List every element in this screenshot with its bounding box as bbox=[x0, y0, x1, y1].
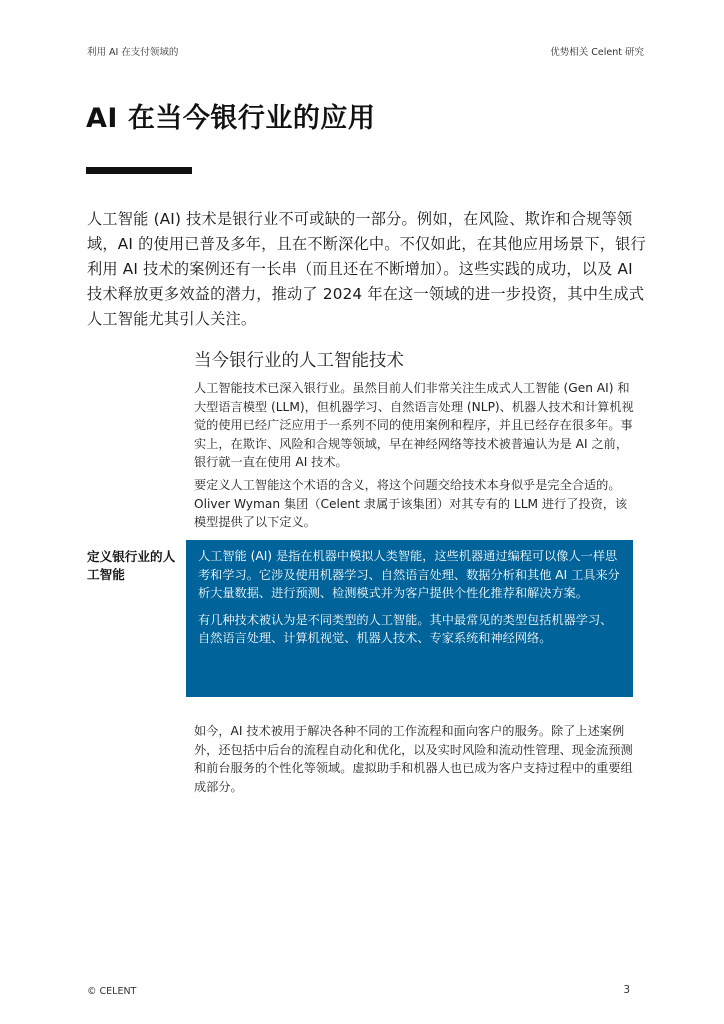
body-paragraph-1: 人工智能技术已深入银行业。虽然目前人们非常关注生成式人工智能 (Gen AI) 和大型语言模型 (LLM)，但机器学习、自然语言处理 (NLP)、机器人技术和计算机视觉的使用已经广泛应用于一系列不同的使用案例和程序，并且已经存在很多年。事实上，在欺诈、风险和合规等领域，早在神经网络等技术被普遍认为是 AI 之前，银行就一直在使用 AI 技术。 bbox=[194, 381, 634, 470]
definition-paragraph-2: 有几种技术被认为是不同类型的人工智能。其中最常见的类型包括机器学习、自然语言处理、计算机视觉、机器人技术、专家系统和神经网络。 bbox=[198, 612, 613, 646]
running-header-right: 优势相关 Celent 研究 bbox=[550, 47, 644, 58]
page-title: AI 在当今银行业的应用 bbox=[86, 103, 376, 134]
sidebar-label: 定义银行业的人工智能 bbox=[87, 549, 176, 582]
title-underline-bar bbox=[86, 167, 192, 174]
footer-copyright: © CELENT bbox=[87, 986, 137, 997]
running-header-left: 利用 AI 在支付领域的 bbox=[87, 47, 179, 58]
body-paragraph-2: 要定义人工智能这个术语的含义，将这个问题交给技术本身似乎是完全合适的。Oliver Wyman 集团（Celent 隶属于该集团）对其专有的 LLM 进行了投资，该模型提供了以下定义。 bbox=[194, 478, 628, 530]
body-paragraph-3: 如今，AI 技术被用于解决各种不同的工作流程和面向客户的服务。除了上述案例外，还包括中后台的流程自动化和优化，以及实时风险和流动性管理、现金流预测和前台服务的个性化等领域。虚拟助手和机器人也已成为客户支持过程中的重要组成部分。 bbox=[194, 724, 633, 794]
page-number: 3 bbox=[623, 984, 630, 996]
intro-paragraph: 人工智能 (AI) 技术是银行业不可或缺的一部分。例如，在风险、欺诈和合规等领域，AI 的使用已普及多年，且在不断深化中。不仅如此，在其他应用场景下，银行利用 AI 技术的案例还有一长串（而且还在不断增加）。这些实践的成功，以及 AI 技术释放更多效益的潜力，推动了 2024 年在这一领域的进一步投资，其中生成式人工智能尤其引人关注。 bbox=[87, 210, 646, 328]
definition-paragraph-1: 人工智能 (AI) 是指在机器中模拟人类智能，这些机器通过编程可以像人一样思考和学习。它涉及使用机器学习、自然语言处理、数据分析和其他 AI 工具来分析大量数据、进行预测、检测模式并为客户提供个性化推荐和解决方案。 bbox=[198, 549, 620, 601]
definition-callout-box bbox=[186, 540, 633, 697]
section-heading: 当今银行业的人工智能技术 bbox=[194, 351, 404, 371]
